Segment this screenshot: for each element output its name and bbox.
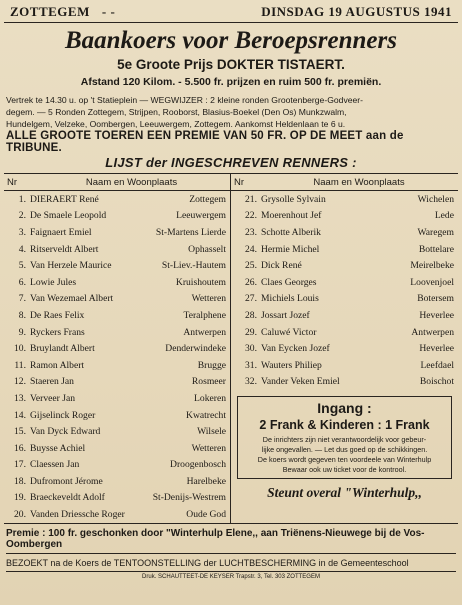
rider-number: 29.: [245, 326, 257, 338]
table-row: [4, 241, 230, 258]
rider-name: DIERAERT René: [30, 193, 99, 205]
rider-place: Oude God: [186, 509, 226, 521]
rider-name: Vanden Driessche Roger: [30, 509, 125, 521]
rider-number: 13.: [14, 392, 26, 404]
rider-place: Denderwindeke: [165, 343, 226, 355]
poster-title: Baankoers voor Beroepsrenners: [65, 27, 397, 54]
rider-name: De Raes Felix: [30, 309, 85, 321]
rider-number: 9.: [18, 326, 26, 338]
rider-name: Caluwé Victor: [261, 326, 317, 338]
rider-name: Van Wezemael Albert: [30, 293, 114, 305]
rider-name: Dufromont Jérome: [30, 475, 103, 487]
header-name: Naam en Woonplaats: [85, 176, 178, 188]
rider-place: Wilsele: [197, 426, 226, 438]
rider-number: 17.: [14, 459, 26, 471]
table-row: [231, 307, 458, 324]
rider-number: 25.: [245, 260, 257, 272]
table-row: [231, 241, 458, 258]
header-nr: Nr: [7, 176, 18, 188]
table-row: [4, 340, 230, 357]
rider-number: 7.: [18, 293, 26, 305]
table-row: [4, 423, 230, 440]
rider-number: 16.: [14, 442, 26, 454]
rider-name: Ritserveldt Albert: [30, 243, 99, 255]
header-name: Naam en Woonplaats: [313, 176, 405, 188]
rider-place: Lokeren: [194, 392, 226, 404]
rider-number: 2.: [18, 210, 26, 222]
rider-number: 31.: [245, 359, 257, 371]
rider-place: St-Martens Lierde: [155, 226, 226, 238]
distance-line: Afstand 120 Kilom. - 5.500 fr. prijzen en ruim 500 fr. premiën.: [80, 76, 382, 88]
table-row: [231, 257, 458, 274]
route-line-2: degem. — 5 Ronden Zottegem, Strijpen, Rooborst, Blasius-Boekel (Den Os) Munkzwalm,: [6, 107, 347, 117]
rider-number: 6.: [18, 276, 26, 288]
table-row: [4, 274, 230, 291]
rider-number: 4.: [18, 243, 26, 255]
ingang-prices: 2 Frank & Kinderen : 1 Frank: [259, 418, 430, 433]
table-row: [231, 340, 458, 357]
table-row: [231, 224, 458, 241]
table-row: [4, 506, 230, 523]
table-header-right: [231, 174, 458, 191]
rider-place: Kwatrecht: [186, 409, 226, 421]
route-line-1: Vertrek te 14.30 u. op 't Statieplein — WEGWIJZER : 2 kleine ronden Grootenberge-Godveer-: [6, 95, 364, 105]
rider-name: Braeckeveldt Adolf: [30, 492, 105, 504]
header-town: ZOTTEGEM: [10, 4, 90, 19]
rider-name: Hermie Michel: [261, 243, 320, 255]
rider-number: 22.: [245, 210, 257, 222]
rider-number: 24.: [245, 243, 257, 255]
rider-place: Leefdael: [420, 359, 454, 371]
header-nr: Nr: [234, 176, 245, 188]
bezoekt-line: BEZOEKT na de Koers de TENTOONSTELLING der LUCHTBESCHERMING in de Gemeenteschool: [6, 558, 456, 572]
rider-place: St-Liev.-Hautem: [161, 260, 226, 272]
table-row: [4, 390, 230, 407]
rider-name: Wauters Philiep: [261, 359, 322, 371]
ingang-title: Ingang :: [317, 400, 372, 417]
rider-name: Gijselinck Roger: [30, 409, 96, 421]
table-row: [231, 208, 458, 225]
riders-column-right: [231, 174, 458, 523]
rider-number: 23.: [245, 226, 257, 238]
rider-name: Ramon Albert: [30, 359, 85, 371]
rider-name: Claes Georges: [261, 276, 317, 288]
rider-place: Droogenbosch: [170, 459, 226, 471]
rider-name: Buysse Achiel: [30, 442, 86, 454]
rider-name: Grysolle Sylvain: [261, 193, 326, 205]
rider-number: 20.: [14, 509, 26, 521]
rider-place: Zottegem: [189, 193, 226, 205]
table-row: [4, 291, 230, 308]
rider-place: Kruishoutem: [175, 276, 226, 288]
rider-number: 30.: [245, 343, 257, 355]
rider-number: 32.: [245, 376, 257, 388]
header-separator: - -: [101, 4, 116, 19]
rider-number: 14.: [14, 409, 26, 421]
rider-name: Van Dyck Edward: [30, 426, 101, 438]
rider-name: Lowie Jules: [30, 276, 77, 288]
rider-name: Claessen Jan: [30, 459, 80, 471]
route-block: [6, 94, 456, 130]
rider-place: Rosmeer: [191, 376, 226, 388]
ingang-note-1: De inrichters zijn niet verantwoordelijk voor gebeur-: [262, 435, 427, 445]
rider-number: 11.: [14, 359, 26, 371]
rider-number: 27.: [245, 293, 257, 305]
table-row: [231, 324, 458, 341]
ingang-note: [244, 435, 445, 475]
table-row: [4, 440, 230, 457]
header-line: [4, 4, 458, 23]
rider-place: Brugge: [197, 359, 226, 371]
rider-name: Dick René: [261, 260, 302, 272]
rider-name: Van Eycken Jozef: [261, 343, 330, 355]
table-row: [4, 191, 230, 208]
table-row: [4, 374, 230, 391]
rider-number: 3.: [18, 226, 26, 238]
rider-place: Boischot: [419, 376, 454, 388]
table-row: [4, 357, 230, 374]
header-date: DINSDAG 19 AUGUSTUS 1941: [261, 4, 452, 19]
rider-number: 10.: [14, 343, 26, 355]
rider-place: Bottelare: [418, 243, 454, 255]
rider-place: St-Denijs-Westrem: [152, 492, 226, 504]
rider-name: Moerenhout Jef: [261, 210, 322, 222]
rider-number: 1.: [18, 193, 26, 205]
rider-name: Jossart Jozef: [261, 309, 310, 321]
rider-number: 28.: [245, 309, 257, 321]
table-header-left: [4, 174, 230, 191]
poster-subtitle: 5e Groote Prijs DOKTER TISTAERT.: [117, 57, 345, 72]
rider-number: 21.: [245, 193, 257, 205]
rider-number: 18.: [14, 475, 26, 487]
rider-name: De Smaele Leopold: [30, 210, 107, 222]
riders-column-left: [4, 174, 231, 523]
rider-name: Ryckers Frans: [30, 326, 85, 338]
table-row: [4, 407, 230, 424]
ingang-note-2: lijke ongevallen. — Let dus goed op de schikkingen.: [261, 445, 428, 455]
table-row: [4, 490, 230, 507]
rider-name: Vander Veken Emiel: [261, 376, 340, 388]
rider-place: Wetteren: [191, 442, 226, 454]
rider-place: Harelbeke: [186, 475, 226, 487]
rider-name: Michiels Louis: [261, 293, 319, 305]
rider-number: 5.: [18, 260, 26, 272]
table-row: [4, 307, 230, 324]
rider-place: Waregem: [417, 226, 454, 238]
table-row: [4, 473, 230, 490]
rider-number: 19.: [14, 492, 26, 504]
rider-number: 26.: [245, 276, 257, 288]
list-title: LIJST der INGESCHREVEN RENNERS :: [4, 155, 458, 174]
rider-place: Leeuwergem: [176, 210, 226, 222]
rider-number: 12.: [14, 376, 26, 388]
rider-place: Lede: [434, 210, 454, 222]
rider-place: Heverlee: [419, 343, 454, 355]
rider-name: Bruylandt Albert: [30, 343, 95, 355]
rider-place: Loovenjoel: [410, 276, 454, 288]
table-row: [4, 324, 230, 341]
rider-name: Staeren Jan: [30, 376, 74, 388]
ingang-box: [237, 396, 452, 479]
rider-name: Van Herzele Maurice: [30, 260, 112, 272]
premie-line: ALLE GROOTE TOEREN EEN PREMIE VAN 50 FR. OP DE MEET aan de TRIBUNE.: [6, 130, 404, 154]
steunt-winterhulp: Steunt overal "Winterhulp,,: [267, 485, 422, 501]
rider-place: Teralphene: [183, 309, 226, 321]
printer-credit: Druk. SCHAUTTEET-DE KEYSER Trapstr. 3, Tel. 303 ZOTTEGEM: [142, 573, 320, 580]
rider-place: Wichelen: [417, 193, 454, 205]
table-row: [4, 257, 230, 274]
table-row: [4, 457, 230, 474]
rider-name: Schotte Alberik: [261, 226, 321, 238]
premie-footer: Premie : 100 fr. geschonken door "Winterhulp Elene,, aan Triënens-Nieuwege bij de Vos-Oombergen: [6, 528, 456, 554]
ingang-note-4: Bewaar ook uw ticket voor de kontrool.: [282, 465, 407, 475]
ingang-note-3: De koers wordt gegeven ten voordeele van Winterhulp: [257, 455, 432, 465]
table-row: [231, 357, 458, 374]
table-row: [231, 291, 458, 308]
table-row: [231, 191, 458, 208]
rider-place: Heverlee: [419, 309, 454, 321]
rider-place: Antwerpen: [183, 326, 226, 338]
rider-place: Meirelbeke: [410, 260, 454, 272]
table-row: [231, 374, 458, 391]
rider-number: 8.: [18, 309, 26, 321]
riders-table: [4, 174, 458, 524]
rider-number: 15.: [14, 426, 26, 438]
rider-name: Verveer Jan: [30, 392, 76, 404]
rider-place: Antwerpen: [411, 326, 454, 338]
rider-place: Wetteren: [191, 293, 226, 305]
table-row: [4, 208, 230, 225]
rider-place: Botersem: [417, 293, 454, 305]
rider-name: Faignaert Emiel: [30, 226, 92, 238]
rider-place: Ophasselt: [188, 243, 226, 255]
route-line-3: Hundelgem, Velzeke, Oombergen, Leeuwergem, Zottegem. Aankomst Heldenlaan te 6 u.: [6, 119, 346, 129]
table-row: [231, 274, 458, 291]
table-row: [4, 224, 230, 241]
